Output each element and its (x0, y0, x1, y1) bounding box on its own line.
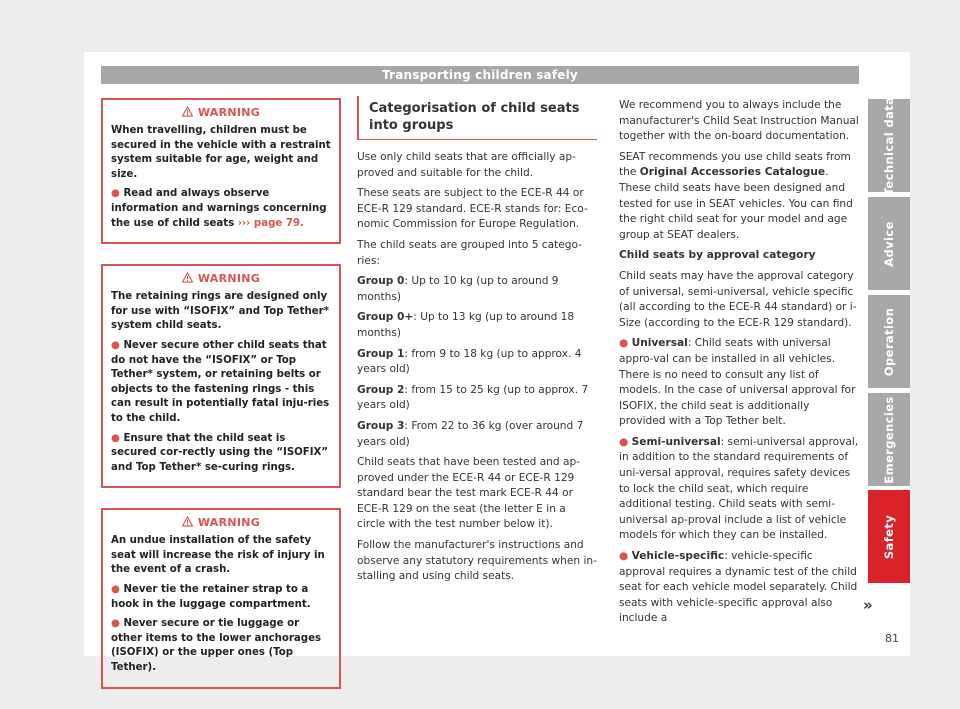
warning-label: WARNING (197, 516, 261, 530)
bullet-icon: ● (111, 188, 120, 200)
group-item: Group 0: Up to 10 kg (up to around 9 months) (357, 275, 559, 303)
continue-arrow-icon: » (863, 596, 873, 614)
tab-technical-data[interactable]: Technical data (868, 99, 910, 192)
tab-safety[interactable]: Safety (868, 490, 910, 583)
warnings-column (101, 98, 341, 709)
paragraph: Child seats may have the approval category of universal, semi-universal, vehicle specific (all according to the ECE-R 44 standard) or i-Size (according to the ECE-R 129 standard). (619, 269, 857, 329)
warning-triangle-icon (182, 272, 193, 283)
chapter-header: Transporting children safely (101, 66, 859, 84)
warning-bullet: Ensure that the child seat is secured cor-rectly using the “ISOFIX” and Top Tether* se-curing rings. (111, 432, 329, 473)
warning-intro: An undue installation of the safety seat will increase the risk of injury in the event of a crash. (111, 535, 325, 576)
warning-bullet: Never secure or tie luggage or other items to the lower anchorages (ISOFIX) or the upper ones (Top Tether). (111, 618, 322, 674)
warning-box-1 (101, 98, 341, 244)
paragraph: Child seats that have been tested and ap-proved under the ECE-R 44 or ECE-R 129 standard bear the test mark ECE-R 44 or ECE-R 129 on the seat (the letter E in a circle with the test number below it). (357, 456, 581, 531)
list-item: ● Universal: Child seats with universal appro-val can be installed in all vehicles. There is no need to consult any list of models. In the case of universal approval for ISOFIX, the child seat is additionally provided with a Top Tether belt. (619, 337, 856, 428)
list-item: ● Semi-universal: semi-universal approval, in addition to the standard requirements of uni-versal approval, requires safety devices to lock the child seat, which require additional testing. Child seats with semi-universal ap-proval include a list of vehicle models for which they can be installed. (619, 435, 859, 542)
page-reference-link[interactable]: ››› page 79. (237, 217, 304, 229)
paragraph: Use only child seats that are officially ap-proved and suitable for the child. (357, 151, 576, 179)
warning-bullet: Never secure other child seats that do not have the “ISOFIX” or Top Tether* system, or retaining belts or objects to the fastening rings - this can result in potentially fatal inju-ries to the child. (111, 339, 330, 424)
section-title: Categorisation of child seats into groups (357, 96, 597, 140)
page-number: 81 (885, 632, 899, 645)
group-item: Group 1: from 9 to 18 kg (up to approx. 4 years old) (357, 347, 582, 376)
tab-emergencies[interactable]: Emergencies (868, 393, 910, 486)
group-item: Group 0+: Up to 13 kg (up to around 18 months) (357, 311, 575, 339)
warning-bullet: Never tie the retainer strap to a hook in the luggage compartment. (111, 584, 311, 610)
warning-bullet: Read and always observe information and warnings concerning the use of child seats (111, 188, 327, 229)
warning-intro: When travelling, children must be secured in the vehicle with a restraint system suitable for age, weight and size. (111, 125, 331, 180)
warning-box-2 (101, 264, 341, 488)
bullet-icon: ● (619, 435, 629, 448)
paragraph: SEAT recommends you use child seats from the Original Accessories Catalogue. These child seats have been designed and tested for use in SEAT vehicles. You can find the right child seat for your model and age group at SEAT dealers. (619, 150, 853, 241)
warning-box-3 (101, 508, 341, 688)
subheading: Child seats by approval category (619, 249, 816, 262)
group-item: Group 2: from 15 to 25 kg (up to approx. 7 years old) (357, 383, 589, 412)
warning-triangle-icon (182, 106, 193, 117)
bullet-icon: ● (111, 339, 120, 351)
tab-operation[interactable]: Operation (868, 295, 910, 388)
warning-label: WARNING (197, 272, 261, 286)
warning-label: WARNING (197, 106, 261, 119)
bullet-icon: ● (111, 618, 120, 630)
bullet-icon: ● (111, 584, 120, 596)
paragraph: These seats are subject to the ECE-R 44 or ECE-R 129 standard. ECE-R stands for: Eco-nomic Commission for Europe Regulation. (357, 187, 588, 231)
list-item: ● Vehicle-specific: vehicle-specific approval requires a dynamic test of the child seat for each vehicle model separately. Child seats with vehicle-specific approval also include a (619, 550, 858, 625)
paragraph: Follow the manufacturer's instructions and observe any statutory requirements when in-stalling and using child seats. (357, 539, 597, 583)
paragraph: We recommend you to always include the manufacturer's Child Seat Instruction Manual together with the on-board documentation. (619, 99, 859, 143)
group-item: Group 3: From 22 to 36 kg (over around 7 years old) (357, 419, 584, 448)
bullet-icon: ● (619, 550, 629, 563)
bullet-icon: ● (619, 337, 629, 350)
paragraph: The child seats are grouped into 5 catego-ries: (357, 238, 583, 267)
recommendation-column (619, 98, 859, 632)
warning-triangle-icon (182, 516, 193, 527)
warning-intro: The retaining rings are designed only for use with “ISOFIX” and Top Tether* system child seats. (111, 291, 329, 332)
bullet-icon: ● (111, 432, 120, 444)
tab-advice[interactable]: Advice (868, 197, 910, 290)
categorisation-column (357, 96, 597, 590)
